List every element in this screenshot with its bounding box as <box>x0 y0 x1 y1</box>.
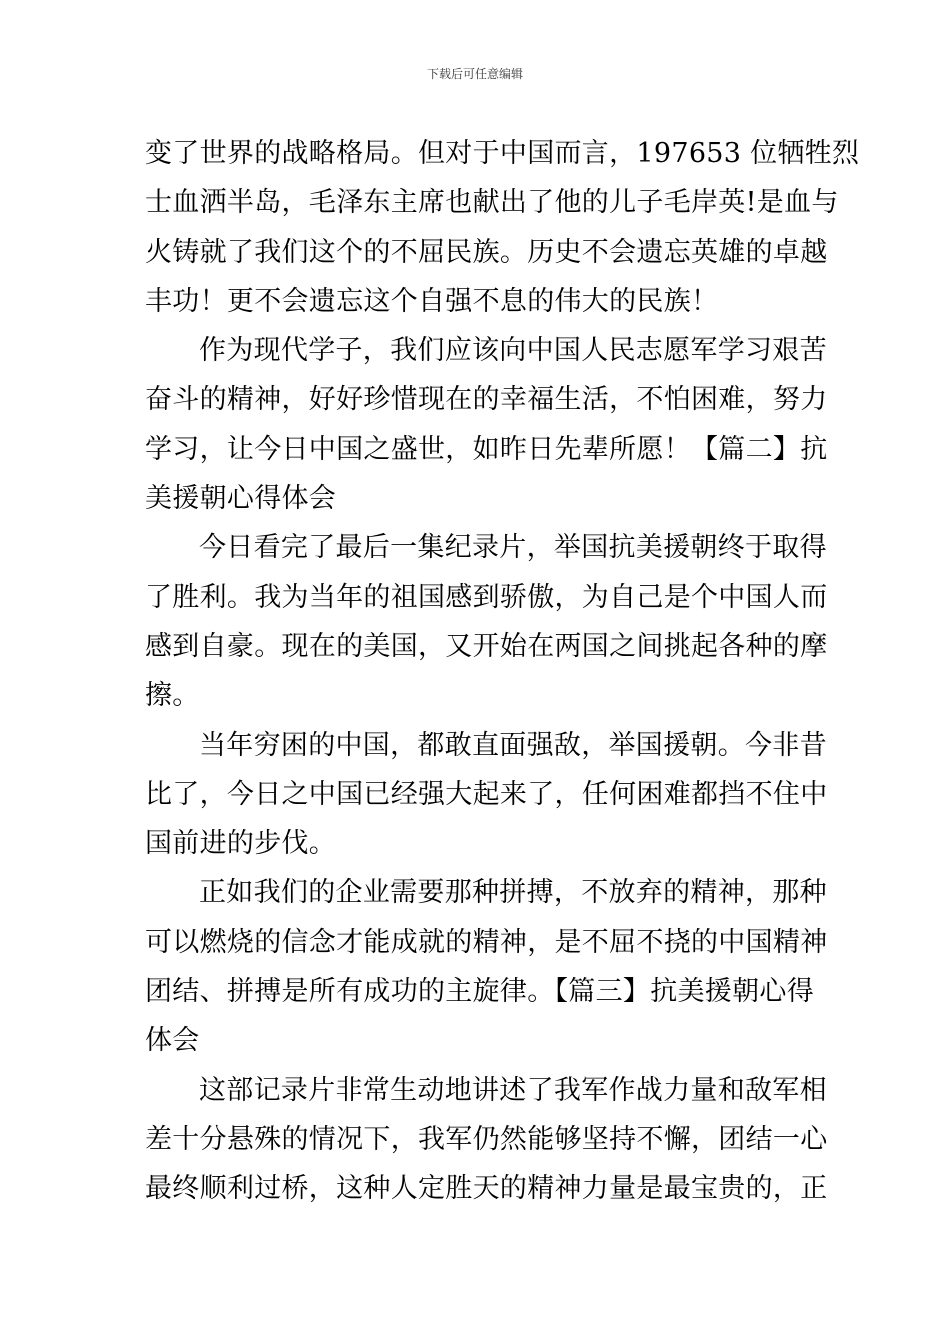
text-line: 擦。 <box>145 680 200 712</box>
text-line: 比了，今日之中国已经强大起来了，任何困难都挡不住中 <box>145 778 828 810</box>
text-line: 丰功！更不会遗忘这个自强不息的伟大的民族！ <box>145 285 719 317</box>
text-line: 团结、拼搏是所有成功的主旋律。【篇三】抗美援朝心得 <box>145 976 814 1008</box>
text-line: 士血洒半岛，毛泽东主席也献出了他的儿子毛岸英!是血与 <box>145 187 839 219</box>
text-line: 了胜利。我为当年的祖国感到骄傲，为自己是个中国人而 <box>145 581 828 613</box>
text-line: 差十分悬殊的情况下，我军仍然能够坚持不懈，团结一心 <box>145 1123 828 1155</box>
text-line: 体会 <box>145 1025 200 1057</box>
text-line: 作为现代学子，我们应该向中国人民志愿军学习艰苦 <box>199 335 827 367</box>
text-line: 正如我们的企业需要那种拼搏，不放弃的精神，那种 <box>199 877 827 909</box>
text-line: 今日看完了最后一集纪录片，举国抗美援朝终于取得 <box>199 532 827 564</box>
text-line: 可以燃烧的信念才能成就的精神，是不屈不挠的中国精神 <box>145 926 828 958</box>
text-line: 奋斗的精神，好好珍惜现在的幸福生活，不怕困难，努力 <box>145 384 828 416</box>
text-line: 这部记录片非常生动地讲述了我军作战力量和敌军相 <box>199 1074 827 1106</box>
text-line: 变了世界的战略格局。但对于中国而言，197653 位牺牲烈 <box>145 138 860 169</box>
header-note: 下载后可任意编辑 <box>426 67 523 81</box>
text-line: 火铸就了我们这个的不屈民族。历史不会遗忘英雄的卓越 <box>145 236 828 268</box>
text-line: 感到自豪。现在的美国，又开始在两国之间挑起各种的摩 <box>145 630 828 662</box>
text-line: 最终顺利过桥，这种人定胜天的精神力量是最宝贵的，正 <box>145 1173 828 1205</box>
document-body <box>145 129 860 1214</box>
text-line: 国前进的步伐。 <box>145 828 337 860</box>
text-line: 美援朝心得体会 <box>145 483 337 515</box>
text-line: 当年穷困的中国，都敢直面强敌，举国援朝。今非昔 <box>199 729 827 761</box>
text-line: 学习，让今日中国之盛世，如昨日先辈所愿！【篇二】抗 <box>145 433 828 465</box>
